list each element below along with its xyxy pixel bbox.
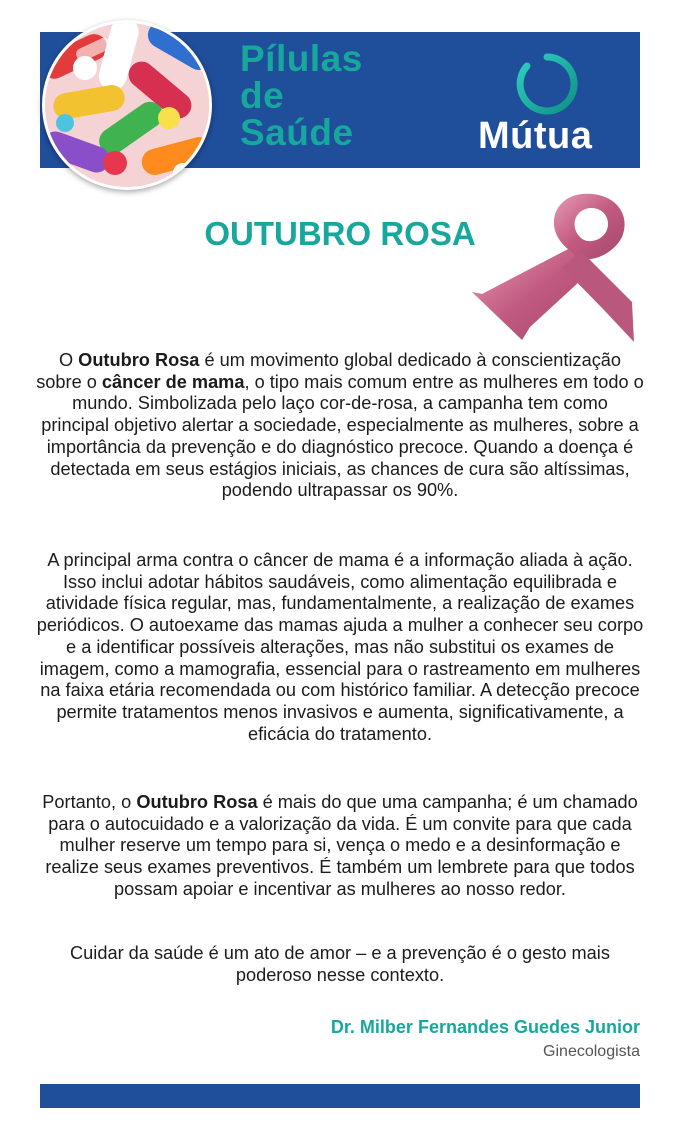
mutua-logo-icon xyxy=(515,52,579,116)
author-role: Ginecologista xyxy=(543,1043,640,1060)
bold-run: Outubro Rosa xyxy=(78,350,200,370)
paragraph-prevention: A principal arma contra o câncer de mama é a informação aliada à ação. Isso inclui adotar hábitos saudáveis, como alimentação equilibrada e atividade física regular, mas, fundamentalmente, a realização de exames periódicos. O autoexame das mamas ajuda a mulher a conhecer seu corpo e a identificar possíveis alterações, mas não substitui os exames de imagem, como a mamografia, essencial para o rastreamento em mulheres na faixa etária recomendada ou com histórico familiar. A detecção precoce permite tratamentos menos invasivos e aumenta, significativamente, a eficácia do tratamento. xyxy=(36,550,644,744)
text-run: O xyxy=(58,350,79,370)
paragraph-intro xyxy=(36,350,644,502)
text-run: é mais do que uma campanha; é um chamado para o autocuidado e a valorização da vida. É um convite para que cada mulher reserve um tempo para si, vença o medo e a desinformação e realize seus exames preventivos. É também um lembrete para que todos possam apoiar e incentivar as mulheres ao nosso redor. xyxy=(45,792,638,899)
brand-title-line: de xyxy=(240,75,285,116)
pills-photo xyxy=(42,20,212,190)
brand-title xyxy=(240,40,363,151)
text-run: é um movimento global dedicado à conscientização sobre o xyxy=(36,350,622,392)
paragraph-closing: Cuidar da saúde é um ato de amor – e a prevenção é o gesto mais poderoso nesse contexto. xyxy=(70,943,610,985)
bold-run: câncer de mama xyxy=(101,371,245,392)
paragraph-conclusion xyxy=(36,792,644,901)
text-run: , o tipo mais comum entre as mulheres em todo o mundo. Simbolizada pelo laço cor-de-rosa, a campanha tem como principal objetivo alertar a sociedade, especialmente as mulheres, sobre a importância da prevenção e do diagnóstico precoce. Quando a doença é detectada em seus estágios iniciais, as chances de cura são altíssimas, podendo ultrapassar os 90%. xyxy=(41,371,644,501)
brand-title-line: Saúde xyxy=(240,112,354,153)
footer-bar xyxy=(40,1084,640,1108)
page-title: OUTUBRO ROSA xyxy=(204,215,476,252)
brand-title-line: Pílulas xyxy=(240,38,363,79)
bold-run: Outubro Rosa xyxy=(136,792,258,812)
mutua-logo-text: Mútua xyxy=(478,115,593,157)
text-run: Portanto, o xyxy=(42,792,137,812)
author-name: Dr. Milber Fernandes Guedes Junior xyxy=(330,1017,640,1037)
